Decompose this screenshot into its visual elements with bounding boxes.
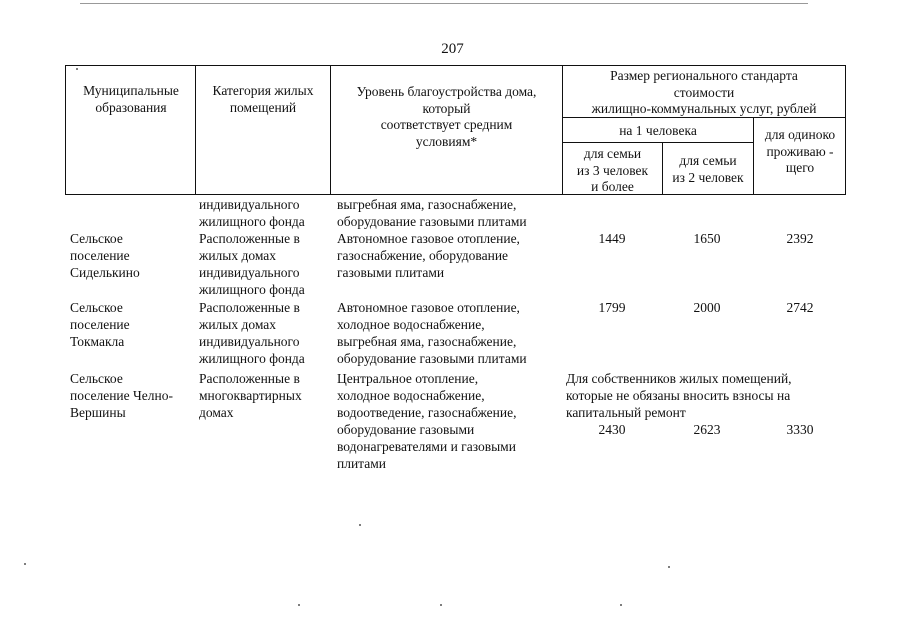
cell-level xyxy=(337,299,527,367)
header-text: условиям* xyxy=(415,133,478,149)
cell-text: Автономное газовое отопление, xyxy=(337,231,520,246)
cell-text: жилых домах xyxy=(199,317,277,332)
cell-value-single: 2392 xyxy=(786,231,814,246)
cell-text: Для собственников жилых помещений, xyxy=(566,371,792,386)
cell-value-single: 2742 xyxy=(786,300,814,315)
cell-value-family3: 1799 xyxy=(598,300,626,315)
header-divider xyxy=(195,66,196,194)
cell-text: жилищного фонда xyxy=(199,214,305,229)
cell-text: капитальный ремонт xyxy=(566,405,686,420)
cell-text: Сельское xyxy=(70,371,123,386)
page-number: 207 xyxy=(441,41,464,57)
header-text: щего xyxy=(785,160,815,175)
cell-text: Вершины xyxy=(70,405,126,420)
cell-text: поселение xyxy=(70,317,130,332)
cell-text: выгребная яма, газоснабжение, xyxy=(337,197,517,212)
header-text: для семьи xyxy=(679,153,737,168)
cell-text: газоснабжение, оборудование xyxy=(337,248,509,263)
cell-text: индивидуального xyxy=(199,334,300,349)
header-text: Категория жилых xyxy=(212,83,314,98)
header-category xyxy=(197,83,329,116)
header-family2 xyxy=(663,153,753,186)
cell-value-family3: 1449 xyxy=(598,231,626,246)
header-text: Размер регионального стандарта xyxy=(610,68,798,83)
cell-category xyxy=(199,370,302,421)
header-family3 xyxy=(563,146,662,196)
header-text: стоимости xyxy=(673,84,735,100)
cell-value-family3: 2430 xyxy=(598,422,626,437)
top-border-line xyxy=(80,3,808,4)
cell-text: которые не обязаны вносить взносы на xyxy=(566,388,791,403)
scan-speck xyxy=(440,604,442,606)
header-text: жилищно-коммунальных услуг, рублей xyxy=(591,101,817,116)
header-text: помещений xyxy=(229,99,297,115)
cell-text: домах xyxy=(199,405,234,420)
cell-municipality xyxy=(70,230,140,281)
cell-text: газовыми плитами xyxy=(337,265,445,280)
cell-text: холодное водоснабжение, xyxy=(337,317,485,332)
cell-text: Расположенные в xyxy=(199,371,300,386)
header-municipality xyxy=(68,83,194,116)
cell-level xyxy=(337,230,520,281)
cell-text: индивидуального xyxy=(199,197,300,212)
cell-value-family2: 1650 xyxy=(693,231,721,246)
scan-speck xyxy=(24,563,26,565)
cell-category xyxy=(199,196,305,230)
cell-text: Сиделькино xyxy=(70,265,140,280)
table-header xyxy=(65,65,846,195)
cell-text: жилищного фонда xyxy=(199,282,305,297)
cell-text: Сельское xyxy=(70,231,123,246)
cell-category xyxy=(199,230,305,298)
cell-text: индивидуального xyxy=(199,265,300,280)
cell-text: Расположенные в xyxy=(199,231,300,246)
header-text: из 3 человек xyxy=(576,162,649,178)
header-text: из 2 человек xyxy=(672,169,744,185)
cell-text: Центральное отопление, xyxy=(337,371,479,386)
cell-text: Расположенные в xyxy=(199,300,300,315)
cell-text: Сельское xyxy=(70,300,123,315)
header-text: для одиноко xyxy=(764,127,836,142)
cell-text: поселение Челно- xyxy=(70,388,173,403)
header-text: который xyxy=(422,100,471,116)
header-level xyxy=(332,84,561,150)
cell-text: плитами xyxy=(337,456,387,471)
header-size xyxy=(563,68,845,118)
cell-text: многоквартирных xyxy=(199,388,302,403)
header-per-person: на 1 человека xyxy=(619,123,697,138)
cell-note xyxy=(566,370,792,421)
header-single xyxy=(754,127,846,177)
cell-text: Автономное газовое отопление, xyxy=(337,300,520,315)
header-text: Муниципальные xyxy=(83,83,179,98)
scan-speck xyxy=(359,524,361,526)
cell-category xyxy=(199,299,305,367)
header-divider xyxy=(562,142,753,143)
cell-value-single: 3330 xyxy=(786,422,814,437)
cell-text: Токмакла xyxy=(70,334,125,349)
header-text: соответствует средним xyxy=(380,117,513,132)
cell-level xyxy=(337,196,527,230)
header-text: Уровень благоустройства дома, xyxy=(356,84,537,99)
cell-municipality xyxy=(70,299,130,350)
cell-text: жилых домах xyxy=(199,248,277,263)
header-text: для семьи xyxy=(583,146,642,161)
scan-speck xyxy=(76,68,78,70)
header-divider xyxy=(330,66,331,194)
cell-text: холодное водоснабжение, xyxy=(337,388,485,403)
cell-text: поселение xyxy=(70,248,130,263)
cell-level xyxy=(337,370,516,472)
cell-text: оборудование газовыми xyxy=(337,422,475,437)
scan-speck xyxy=(298,604,300,606)
header-text: проживаю - xyxy=(766,143,834,159)
header-text: образования xyxy=(95,99,167,115)
cell-text: жилищного фонда xyxy=(199,351,305,366)
cell-value-family2: 2623 xyxy=(693,422,721,437)
cell-value-family2: 2000 xyxy=(693,300,721,315)
scan-speck xyxy=(620,604,622,606)
cell-text: выгребная яма, газоснабжение, xyxy=(337,334,517,349)
cell-text: оборудование газовыми плитами xyxy=(337,214,527,229)
cell-text: водоотведение, газоснабжение, xyxy=(337,405,517,420)
scan-speck xyxy=(668,566,670,568)
cell-text: водонагревателями и газовыми xyxy=(337,439,516,454)
cell-text: оборудование газовыми плитами xyxy=(337,351,527,366)
cell-municipality xyxy=(70,370,173,421)
header-text: и более xyxy=(591,179,634,194)
